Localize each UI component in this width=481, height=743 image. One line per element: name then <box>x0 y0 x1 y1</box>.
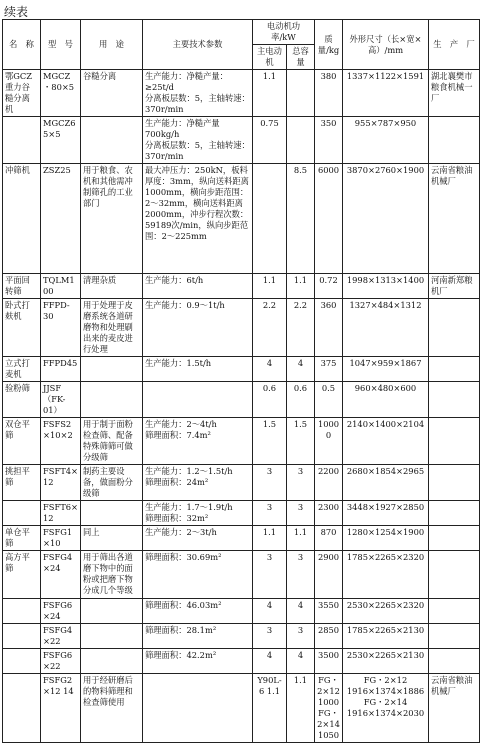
row-maker-cell <box>429 599 480 624</box>
row-params-cell: 筛理面积：46.03m² <box>143 599 253 624</box>
row-model-cell: TQLM100 <box>41 274 81 299</box>
header-name: 名 称 <box>3 20 41 70</box>
row-mass-cell: 870 <box>315 526 343 551</box>
row-dims-cell: 2680×1854×2965 <box>343 465 429 501</box>
header-maker: 生 产 厂 <box>429 20 480 70</box>
row-mass-cell: 2900 <box>315 551 343 599</box>
row-use-cell: 同上 <box>81 526 143 551</box>
row-use-cell: 用于处理于皮磨系统各道研磨物和处理刷出来的麦皮进行处理 <box>81 299 143 357</box>
row-dims-cell: 960×480×600 <box>343 382 429 418</box>
row-model-cell: MGCZ65×5 <box>41 117 81 164</box>
row-params-cell: 筛理面积：42.2m² <box>143 649 253 674</box>
table-row <box>3 164 480 274</box>
row-use-cell <box>81 649 143 674</box>
table-row <box>3 551 480 599</box>
row-power-total-cell: 1.1 <box>287 274 315 299</box>
row-mass-cell: 2300 <box>315 501 343 526</box>
row-power-total-cell: 3 <box>287 551 315 599</box>
row-power-main-cell: 4 <box>253 599 287 624</box>
row-maker-cell: 云南省粮油机械厂 <box>429 164 480 274</box>
row-power-main-cell: 1.1 <box>253 526 287 551</box>
row-power-total-cell: 3 <box>287 624 315 649</box>
row-maker-cell <box>429 551 480 599</box>
table-body <box>3 70 480 743</box>
row-params-cell: 生产能力：1.2～1.5t/h 筛理面积：24m² <box>143 465 253 501</box>
row-dims-cell: 2530×2265×2130 <box>343 649 429 674</box>
row-model-cell: FSFG6×22 <box>41 649 81 674</box>
row-maker-cell <box>429 465 480 501</box>
row-use-cell: 用于制于面粉检查筛、配备特殊筛筛可做分级筛 <box>81 418 143 465</box>
row-mass-cell: 10000 <box>315 418 343 465</box>
row-power-total-cell <box>287 117 315 164</box>
row-model-cell: FSFG4×24 <box>41 551 81 599</box>
row-maker-cell <box>429 501 480 526</box>
row-use-cell <box>81 117 143 164</box>
row-dims-cell: FG・2×12 1916×1374×1886 FG・2×14 1916×1374×2030 <box>343 674 429 743</box>
table-row <box>3 599 480 624</box>
row-mass-cell: 0.5 <box>315 382 343 418</box>
row-power-total-cell: 1.1 <box>287 526 315 551</box>
equipment-spec-table <box>2 19 480 743</box>
table-row <box>3 465 480 501</box>
row-name-cell: 验粉筛 <box>3 382 41 418</box>
row-power-main-cell: 3 <box>253 551 287 599</box>
row-power-main-cell: 4 <box>253 649 287 674</box>
header-use: 用 途 <box>81 20 143 70</box>
row-maker-cell: 云南省粮油机械厂 <box>429 674 480 743</box>
row-dims-cell: 1280×1254×1900 <box>343 526 429 551</box>
row-mass-cell: 350 <box>315 117 343 164</box>
row-params-cell: 最大冲压力：250kN，板料厚度：3mm，纵向送料距离1000mm，横向步距范围：2～32mm，横向送料距离2000mm，冲步行程次数：59189次/min，纵向步距范围：2～225mm <box>143 164 253 274</box>
row-power-main-cell: 3 <box>253 624 287 649</box>
row-model-cell: FSFT6×12 <box>41 501 81 526</box>
header-mass: 质量/kg <box>315 20 343 70</box>
row-params-cell: 生产能力：2～3t/h <box>143 526 253 551</box>
row-use-cell: 用于经研磨后的物料筛理和检查筛使用 <box>81 674 143 743</box>
row-mass-cell: 375 <box>315 357 343 382</box>
row-use-cell: 用于筛出各道磨下物中的面粉或把磨下物分成几个等级 <box>81 551 143 599</box>
table-row <box>3 274 480 299</box>
table-row <box>3 649 480 674</box>
row-mass-cell: 2850 <box>315 624 343 649</box>
row-name-cell: 双仓平筛 <box>3 418 41 465</box>
row-dims-cell: 3448×1927×2850 <box>343 501 429 526</box>
row-maker-cell <box>429 649 480 674</box>
row-use-cell <box>81 624 143 649</box>
table-row <box>3 501 480 526</box>
row-mass-cell: FG・2×12 1000 FG・2×14 1050 <box>315 674 343 743</box>
row-dims-cell: 2140×1400×2104 <box>343 418 429 465</box>
row-model-cell: FFPD45 <box>41 357 81 382</box>
row-power-main-cell: Y90L-6 1.1 <box>253 674 287 743</box>
row-power-total-cell: 0.6 <box>287 382 315 418</box>
row-maker-cell: 湖北襄樊市粮食机械一厂 <box>429 70 480 117</box>
row-params-cell: 生产能力：2～4t/h 筛理面积：7.4m² <box>143 418 253 465</box>
row-params-cell: 生产能力：1.5t/h <box>143 357 253 382</box>
row-power-total-cell: 4 <box>287 357 315 382</box>
row-use-cell: 清理杂质 <box>81 274 143 299</box>
row-dims-cell: 1998×1313×1400 <box>343 274 429 299</box>
row-maker-cell: 河南新郑粮机厂 <box>429 274 480 299</box>
header-row <box>3 20 480 45</box>
row-dims-cell: 1327×484×1312 <box>343 299 429 357</box>
row-params-cell: 筛理面积：28.1m² <box>143 624 253 649</box>
header-params: 主要技术参数 <box>143 20 253 70</box>
row-maker-cell <box>429 299 480 357</box>
row-maker-cell <box>429 117 480 164</box>
row-params-cell: 生产能力：净糙产量700kg/h 分离板层数：5，主轴转速：370r/min <box>143 117 253 164</box>
row-name-cell <box>3 674 41 743</box>
row-model-cell: FSFG6×24 <box>41 599 81 624</box>
row-params-cell <box>143 382 253 418</box>
row-model-cell: FSFT4×12 <box>41 465 81 501</box>
row-dims-cell: 1337×1122×1591 <box>343 70 429 117</box>
row-use-cell: 用于粮食、农机和其他需冲制筛孔的工业部门 <box>81 164 143 274</box>
row-use-cell: 制药主要设备，做面粉分级筛 <box>81 465 143 501</box>
row-use-cell: 谷糙分离 <box>81 70 143 117</box>
header-dims: 外形尺寸（长×宽×高）/mm <box>343 20 429 70</box>
row-name-cell: 挑担平筛 <box>3 465 41 501</box>
row-name-cell: 单仓平筛 <box>3 526 41 551</box>
table-row <box>3 357 480 382</box>
table-row <box>3 674 480 743</box>
table-row <box>3 117 480 164</box>
row-power-main-cell: 3 <box>253 465 287 501</box>
row-use-cell <box>81 599 143 624</box>
row-power-main-cell: 2.2 <box>253 299 287 357</box>
row-name-cell <box>3 501 41 526</box>
row-maker-cell <box>429 526 480 551</box>
row-dims-cell: 1047×959×1867 <box>343 357 429 382</box>
row-power-main-cell: 1.1 <box>253 274 287 299</box>
row-model-cell: FSFS2×10×2 <box>41 418 81 465</box>
row-mass-cell: 380 <box>315 70 343 117</box>
row-dims-cell: 2530×2265×2320 <box>343 599 429 624</box>
row-params-cell <box>143 674 253 743</box>
row-model-cell: FSFG1×10 <box>41 526 81 551</box>
row-power-main-cell: 4 <box>253 357 287 382</box>
row-name-cell <box>3 599 41 624</box>
row-dims-cell: 955×787×950 <box>343 117 429 164</box>
row-maker-cell <box>429 624 480 649</box>
row-power-main-cell <box>253 164 287 274</box>
header-power-total: 总容量 <box>287 45 315 70</box>
row-power-main-cell: 0.75 <box>253 117 287 164</box>
row-params-cell: 筛理面积：30.69m² <box>143 551 253 599</box>
table-row <box>3 526 480 551</box>
row-power-total-cell: 1.5 <box>287 418 315 465</box>
row-power-total-cell: 3 <box>287 501 315 526</box>
table-caption: 续表 <box>4 5 29 19</box>
table-row <box>3 299 480 357</box>
row-name-cell <box>3 117 41 164</box>
row-maker-cell <box>429 357 480 382</box>
row-name-cell <box>3 649 41 674</box>
row-dims-cell: 1785×2265×2130 <box>343 624 429 649</box>
row-model-cell: MGCZ・80×5 <box>41 70 81 117</box>
row-params-cell: 生产能力：6t/h <box>143 274 253 299</box>
row-power-main-cell: 1.1 <box>253 70 287 117</box>
row-power-total-cell: 8.5 <box>287 164 315 274</box>
row-name-cell: 卧式打麸机 <box>3 299 41 357</box>
row-power-total-cell: 4 <box>287 599 315 624</box>
row-dims-cell: 3870×2760×1900 <box>343 164 429 274</box>
row-name-cell: 高方平筛 <box>3 551 41 599</box>
row-power-total-cell: 2.2 <box>287 299 315 357</box>
row-model-cell: FSFG2×12 14 <box>41 674 81 743</box>
row-name-cell: 立式打麦机 <box>3 357 41 382</box>
row-mass-cell: 360 <box>315 299 343 357</box>
row-dims-cell: 1785×2265×2320 <box>343 551 429 599</box>
row-power-main-cell: 1.5 <box>253 418 287 465</box>
row-model-cell: ZSZ25 <box>41 164 81 274</box>
row-model-cell: JJSF（FK-01） <box>41 382 81 418</box>
table-row <box>3 418 480 465</box>
table-row <box>3 624 480 649</box>
row-mass-cell: 0.72 <box>315 274 343 299</box>
row-maker-cell <box>429 418 480 465</box>
row-model-cell: FFPD-30 <box>41 299 81 357</box>
row-mass-cell: 3500 <box>315 649 343 674</box>
row-maker-cell <box>429 382 480 418</box>
table-row <box>3 70 480 117</box>
header-power-main: 主电动机 <box>253 45 287 70</box>
header-model: 型 号 <box>41 20 81 70</box>
row-name-cell: 平面回转筛 <box>3 274 41 299</box>
table-row <box>3 382 480 418</box>
row-params-cell: 生产能力：净糙产量：≥25t/d 分离板层数：5，主轴转速：370r/min <box>143 70 253 117</box>
row-power-total-cell: 4 <box>287 649 315 674</box>
row-power-total-cell <box>287 70 315 117</box>
row-power-main-cell: 0.6 <box>253 382 287 418</box>
row-name-cell: 鄂GCZ重力谷糙分离机 <box>3 70 41 117</box>
row-power-total-cell: 1.1 <box>287 674 315 743</box>
row-mass-cell: 3550 <box>315 599 343 624</box>
row-power-main-cell: 3 <box>253 501 287 526</box>
row-mass-cell: 6000 <box>315 164 343 274</box>
row-name-cell: 冲筛机 <box>3 164 41 274</box>
row-params-cell: 生产能力：0.9～1t/h <box>143 299 253 357</box>
row-params-cell: 生产能力：1.7～1.9t/h 筛理面积：32m² <box>143 501 253 526</box>
row-use-cell <box>81 357 143 382</box>
row-use-cell <box>81 501 143 526</box>
row-use-cell <box>81 382 143 418</box>
row-name-cell <box>3 624 41 649</box>
row-model-cell: FSFG4×22 <box>41 624 81 649</box>
header-power: 电动机功率/kW <box>253 20 315 45</box>
row-power-total-cell: 3 <box>287 465 315 501</box>
row-mass-cell: 2200 <box>315 465 343 501</box>
